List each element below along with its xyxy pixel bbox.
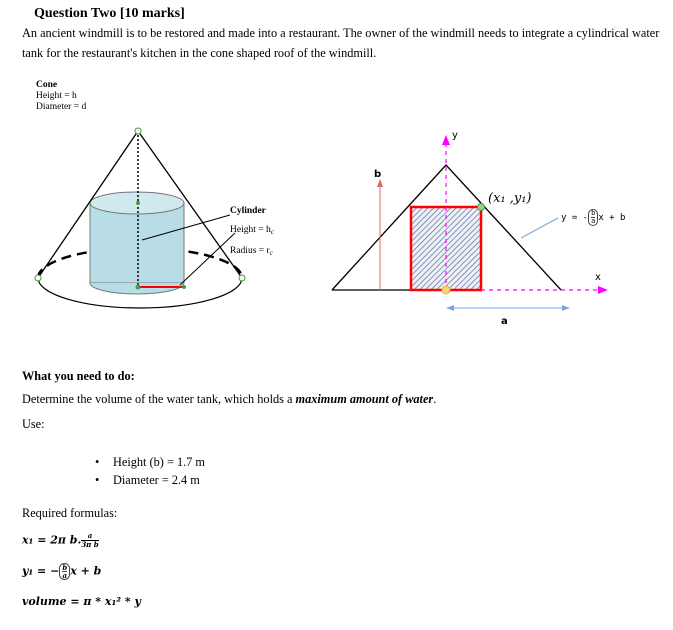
equation-leader [521,218,558,238]
formula-x1-den: 3π b [81,540,99,549]
formulas-heading: Required formulas: [22,506,118,520]
b-dimension-arrow [377,179,383,187]
cylinder-height-sub: c [270,228,274,236]
cone-height: Height = h [36,91,77,101]
use-label: Use: [22,417,45,431]
cylinder-radius [230,242,274,263]
formula-y1-num: b [62,563,68,572]
point-label: (x₁ ,y₁) [488,191,532,206]
intro-paragraph: An ancient windmill is to be restored and made into a restaurant. The owner of the windmill needs to integrate a cylindrical water tank for the restaurant's kitchen in the cone shaped roof of the windmill. [22,26,660,60]
cone-info [36,80,86,113]
formula-y1-den: a [62,571,68,580]
line-eq-suffix: x + b [598,213,626,223]
formula-x1-num: a [81,532,98,541]
cylinder-radius-text: Radius = r [230,246,270,256]
task-heading: What you need to do: [22,369,135,383]
line-eq-num: b [591,209,596,217]
cylinder-heading: Cylinder [230,206,266,216]
task-text-suffix: . [433,392,437,406]
cylinder-height-text: Height = h [230,225,271,235]
line-eq-prefix: y = - [561,213,589,223]
line-eq-fraction [588,209,598,226]
line-eq-den: a [591,217,596,225]
cone-diameter: Diameter = d [36,102,87,112]
cylinder-radius-sub: c [269,249,273,257]
tank-top-center [136,201,140,205]
x-axis-label: x [595,272,601,283]
cone-base-right-point [239,275,245,281]
list-item: • Diameter = 2.4 m [95,471,205,489]
origin-point [442,286,450,294]
a-dimension-right-arrow [562,305,570,311]
list-item: • Height (b) = 1.7 m [95,453,205,471]
cone-base-left-point [35,275,41,281]
formula-y1 [22,563,101,580]
question-title: Question Two [10 marks] [34,6,185,21]
tank-radius-end [182,285,186,289]
given-values-list [95,453,205,489]
formula-x1-fraction [81,532,98,549]
a-dimension-left-arrow [446,305,454,311]
task-text-emphasis: maximum amount of water [295,392,434,406]
task-text [22,392,436,407]
task-text-prefix: Determine the volume of the water tank, which holds a [22,392,296,406]
cone-center-point [136,285,141,290]
cone-heading: Cone [36,80,58,90]
formula-y1-left: y₁ = − [22,564,60,578]
formula-x1-left: x₁ = 2π b. [22,533,82,547]
tank-body [90,203,184,283]
y-axis-arrow [442,135,450,145]
radius-leader [180,233,235,285]
cone-apex [135,128,141,134]
a-label: a [501,316,508,325]
cylinder-height [230,221,274,242]
point-x1-y1 [478,204,485,211]
b-label: b [374,169,382,180]
line-equation [561,209,625,226]
formula-y1-right: x + b [70,564,102,578]
formula-y1-fraction [59,563,70,580]
y-axis-label: y [452,130,458,141]
formula-x1 [22,532,99,549]
formula-volume: volume = π * x₁² * y [22,595,141,608]
cylinder-info [230,202,274,263]
x-axis-arrow [598,286,608,294]
